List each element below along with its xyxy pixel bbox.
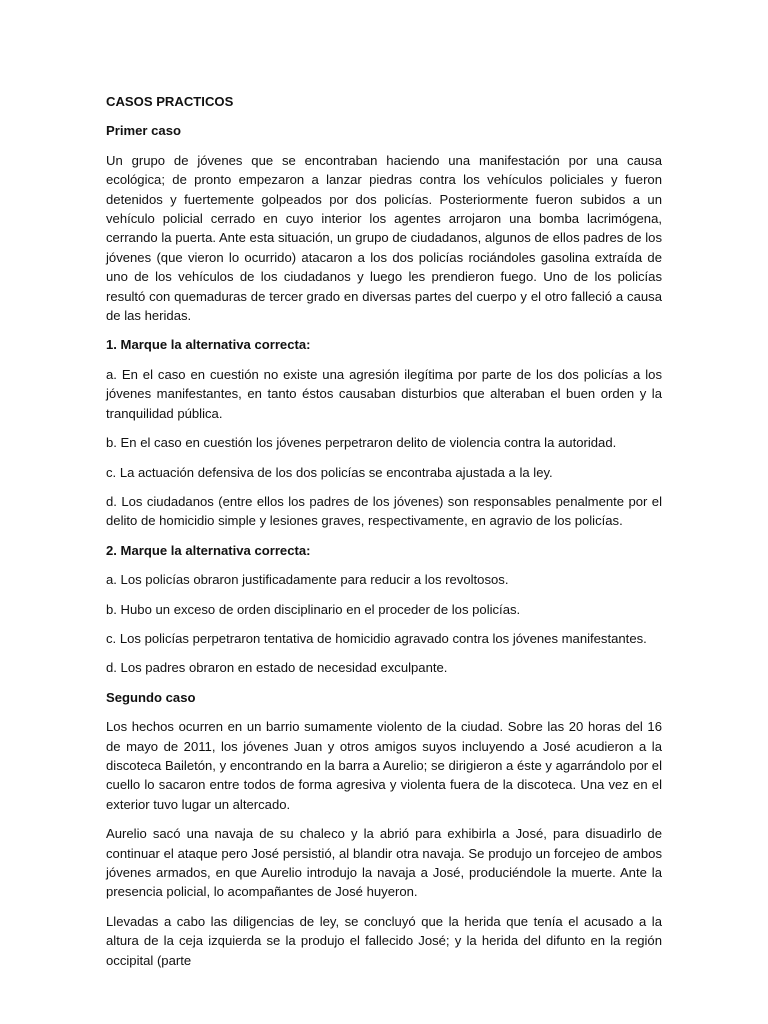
document-title: CASOS PRACTICOS [106,94,234,109]
question-2-option-d: d. Los padres obraron en estado de necesidad exculpante. [106,660,448,676]
case-1-heading: Primer caso [106,123,181,139]
case-2-paragraph-1: Los hechos ocurren en un barrio sumamente violento de la ciudad. Sobre las 20 horas del 16 de mayo de 2011, los jóvenes Juan y otros amigos suyos incluyendo a José acudieron a la discoteca Bailetón, y encontrando en la barra a Aurelio; se dirigieron a éste y agarrándolo por el cuello lo sacaron entre todos de forma agresiva y violenta fuera de la discoteca. Una vez en el exterior tuvo lugar un altercado. [106,719,662,812]
question-1-option-b: b. En el caso en cuestión los jóvenes perpetraron delito de violencia contra la autoridad. [106,435,617,451]
case-2-paragraph-2: Aurelio sacó una navaja de su chaleco y la abrió para exhibirla a José, para disuadirlo de continuar el ataque pero José persistió, al blandir otra navaja. Se produjo un forcejeo de ambos jóvenes armados, en que Aurelio introdujo la navaja a José, produciéndole la muerte. Ante la presencia policial, lo acompañantes de José huyeron. [106,826,662,900]
question-2-title: 2. Marque la alternativa correcta: [106,542,311,558]
question-2-option-b: b. Hubo un exceso de orden disciplinario en el proceder de los policías. [106,601,521,617]
question-2-option-c: c. Los policías perpetraron tentativa de homicidio agravado contra los jóvenes manifestantes. [106,630,647,646]
case-2-paragraph-3: Llevadas a cabo las diligencias de ley, se concluyó que la herida que tenía el acusado a la altura de la ceja izquierda se la produjo el fallecido José; y la herida del difunto en la región occipital (parte [106,913,662,968]
question-1-option-d: d. Los ciudadanos (entre ellos los padres de los jóvenes) son responsables penalmente por el delito de homicidio simple y lesiones graves, respectivamente, en agravio de los policías. [106,493,662,529]
question-2-option-a: a. Los policías obraron justificadamente para reducir a los revoltosos. [106,572,509,588]
question-1-option-a: a. En el caso en cuestión no existe una agresión ilegítima por parte de los dos policías a los jóvenes manifestantes, en tanto éstos causaban disturbios que alteraban el buen orden y la tranquilidad pública. [106,366,662,421]
case-2-heading: Segundo caso [106,689,196,705]
question-1-option-c: c. La actuación defensiva de los dos policías se encontraba ajustada a la ley. [106,464,553,480]
case-1-paragraph: Un grupo de jóvenes que se encontraban haciendo una manifestación por una causa ecológica; de pronto empezaron a lanzar piedras contra los vehículos policiales y fueron detenidos y fuertemente golpeados por dos policías. Posteriormente fueron subidos a un vehículo policial cerrado en cuyo interior los agentes arrojaron una bomba lacrimógena, cerrando la puerta. Ante esta situación, un grupo de ciudadanos, algunos de ellos padres de los jóvenes (que vieron lo ocurrido) atacaron a los dos policías rociándoles gasolina extraída de uno de los vehículos de los ciudadanos y luego les prendieron fuego. Uno de los policías resultó con quemaduras de tercer grado en diversas partes del cuerpo y el otro falleció a causa de las heridas. [106,152,662,324]
question-1-title: 1. Marque la alternativa correcta: [106,337,311,353]
